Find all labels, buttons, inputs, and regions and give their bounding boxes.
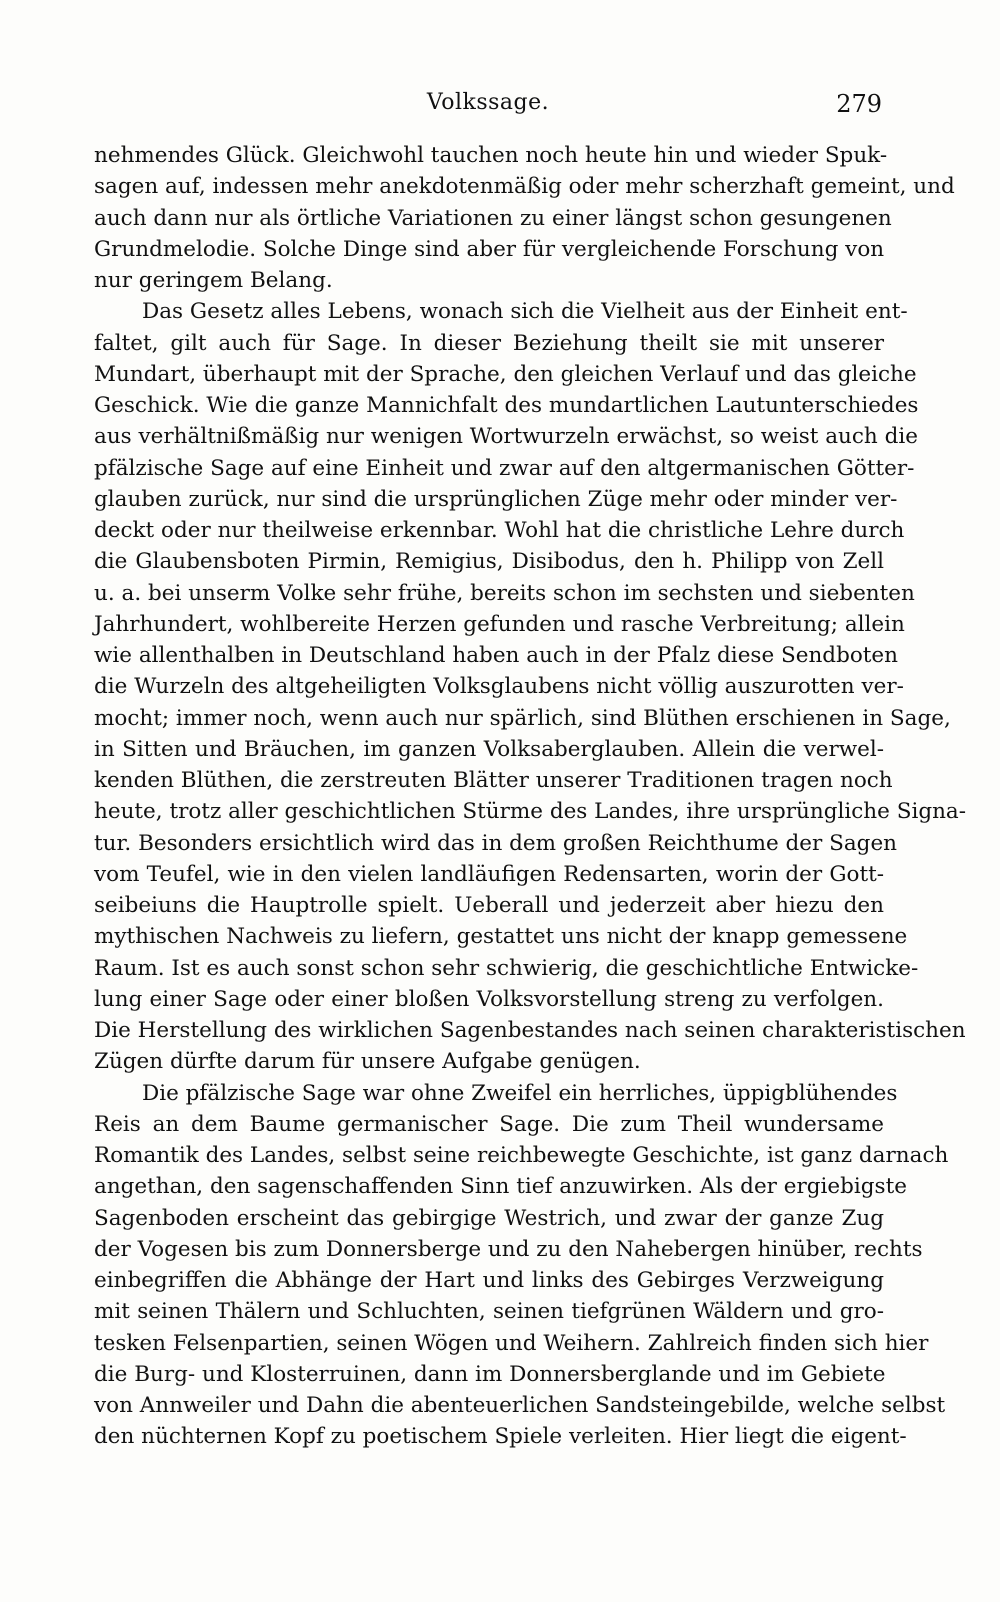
text-line: Sagenboden erscheint das gebirgige Westrich, und zwar der ganze Zug <box>94 1205 884 1231</box>
text-line: die Wurzeln des altgeheiligten Volksglaubens nicht völlig auszurotten ver- <box>94 674 904 700</box>
page-header <box>94 90 882 124</box>
text-line: tur. Besonders ersichtlich wird das in dem großen Reichthume der Sagen <box>94 830 898 856</box>
text-line: in Sitten und Bräuchen, im ganzen Volksaberglauben. Allein die verwel- <box>94 736 884 762</box>
text-line: Grundmelodie. Solche Dinge sind aber für vergleichende Forschung von <box>94 236 885 262</box>
text-line: Raum. Ist es auch sonst schon sehr schwierig, die geschichtliche Entwicke- <box>94 955 919 981</box>
text-line: Mundart, überhaupt mit der Sprache, den gleichen Verlauf und das gleiche <box>94 361 917 387</box>
text-line: auch dann nur als örtliche Variationen zu einer längst schon gesungenen <box>94 205 892 231</box>
text-line: u. a. bei unserm Volke sehr frühe, bereits schon im sechsten und siebenten <box>94 580 915 606</box>
text-line: angethan, den sagenschaffenden Sinn tief anzuwirken. Als der ergiebigste <box>94 1174 907 1200</box>
text-line: Die pfälzische Sage war ohne Zweifel ein herrliches, üppigblühendes <box>142 1080 898 1106</box>
text-line: einbegriffen die Abhänge der Hart und links des Gebirges Verzweigung <box>94 1268 884 1293</box>
text-line: mythischen Nachweis zu liefern, gestattet uns nicht der knapp gemessene <box>94 924 908 950</box>
text-line: Zügen dürfte darum für unsere Aufgabe genügen. <box>94 1049 641 1075</box>
text-line: kenden Blüthen, die zerstreuten Blätter unserer Traditionen tragen noch <box>94 768 893 793</box>
running-head: Volkssage. <box>426 90 550 115</box>
text-line: sagen auf, indessen mehr anekdotenmäßig oder mehr scherzhaft gemeint, und <box>94 174 955 200</box>
text-line: seibeiuns die Hauptrolle spielt. Ueberall und jederzeit aber hiezu den <box>94 893 884 918</box>
text-line: wie allenthalben in Deutschland haben auch in der Pfalz diese Sendboten <box>94 643 898 668</box>
text-line: faltet, gilt auch für Sage. In dieser Beziehung theilt sie mit unserer <box>94 330 884 356</box>
text-line: nur geringem Belang. <box>94 268 333 293</box>
text-line: mocht; immer noch, wenn auch nur spärlich, sind Blüthen erschienen in Sage, <box>94 705 951 731</box>
text-line: Das Gesetz alles Lebens, wonach sich die Vielheit aus der Einheit ent- <box>142 299 908 325</box>
text-line: heute, trotz aller geschichtlichen Stürme des Landes, ihre ursprüngliche Signa- <box>94 799 967 825</box>
text-line: die Glaubensboten Pirmin, Remigius, Disibodus, den h. Philipp von Zell <box>94 549 884 575</box>
text-line: Jahrhundert, wohlbereite Herzen gefunden und rasche Verbreitung; allein <box>94 611 905 637</box>
text-line: der Vogesen bis zum Donnersberge und zu den Nahebergen hinüber, rechts <box>94 1236 923 1262</box>
text-line: mit seinen Thälern und Schluchten, seinen tiefgrünen Wäldern und gro- <box>94 1299 884 1325</box>
text-line: glauben zurück, nur sind die ursprünglichen Züge mehr oder minder ver- <box>94 486 898 512</box>
text-line: von Annweiler und Dahn die abenteuerlichen Sandsteingebilde, welche selbst <box>94 1393 946 1418</box>
text-line: deckt oder nur theilweise erkennbar. Wohl hat die christliche Lehre durch <box>94 518 905 543</box>
text-line: lung einer Sage oder einer bloßen Volksvorstellung streng zu verfolgen. <box>94 986 884 1012</box>
text-line: Die Herstellung des wirklichen Sagenbestandes nach seinen charakteristischen <box>94 1018 966 1043</box>
page-number: 279 <box>836 90 882 118</box>
body-text <box>94 140 967 1453</box>
text-line: Geschick. Wie die ganze Mannichfalt des mundartlichen Lautunterschiedes <box>94 393 919 418</box>
text-line: pfälzische Sage auf eine Einheit und zwar auf den altgermanischen Götter- <box>94 455 915 481</box>
text-line: tesken Felsenpartien, seinen Wögen und Weihern. Zahlreich finden sich hier <box>94 1330 929 1356</box>
text-line: den nüchternen Kopf zu poetischem Spiele verleiten. Hier liegt die eigent- <box>94 1424 907 1450</box>
text-line: die Burg- und Klosterruinen, dann im Donnersberglande und im Gebiete <box>94 1361 886 1387</box>
text-line: Reis an dem Baume germanischer Sage. Die zum Theil wundersame <box>94 1111 884 1137</box>
text-line: aus verhältnißmäßig nur wenigen Wortwurzeln erwächst, so weist auch die <box>94 424 918 450</box>
text-line: vom Teufel, wie in den vielen landläufigen Redensarten, worin der Gott- <box>94 861 884 887</box>
text-line: nehmendes Glück. Gleichwohl tauchen noch heute hin und wieder Spuk- <box>94 143 888 168</box>
text-line: Romantik des Landes, selbst seine reichbewegte Geschichte, ist ganz darnach <box>94 1143 949 1168</box>
